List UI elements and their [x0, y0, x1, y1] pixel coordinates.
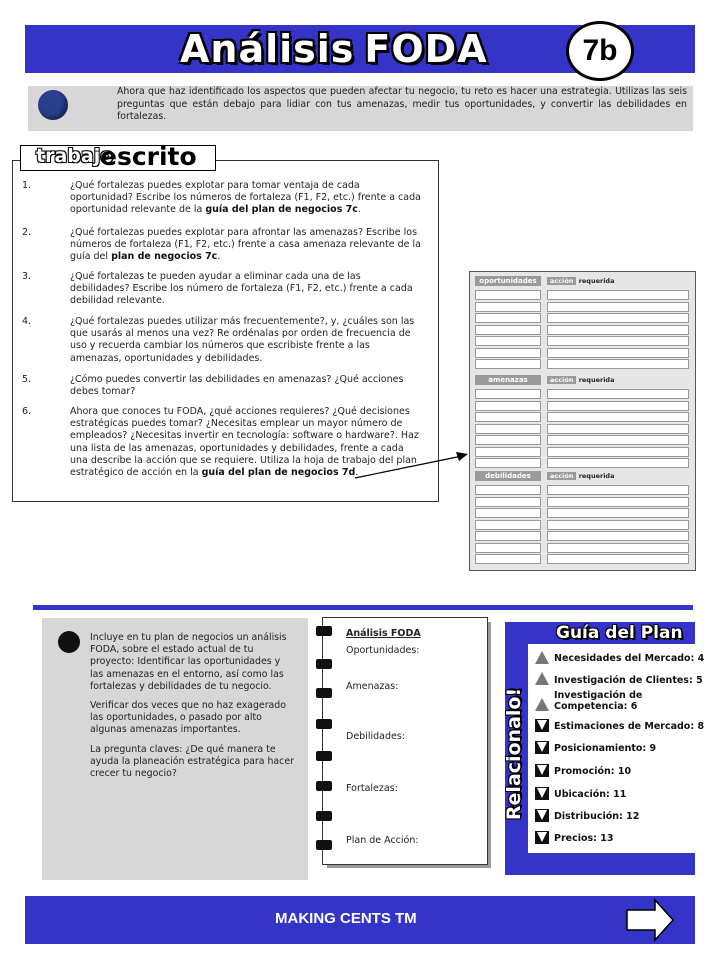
form-row-blank — [475, 543, 541, 553]
page-title — [180, 26, 488, 72]
title-part1: Análisis — [180, 27, 355, 71]
form-row-blank — [547, 412, 689, 422]
form-row-blank — [475, 435, 541, 445]
form-row-blank — [475, 447, 541, 457]
question-text: ¿Qué fortalezas puedes utilizar más frecuentemente?, y, ¿cuáles son las que usarás al menos una vez? Re ordénalas por orden de frecuencia de uso y recuerda cambiar los números que escribiste frente a las amenazas, oportunidades y debilidades. — [70, 316, 415, 364]
triangle-up-icon — [535, 672, 549, 685]
title-part2: FODA — [364, 27, 488, 71]
note-paragraph: Verificar dos veces que no haz exagerado las oportunidades, o pasado por alto algunas amenazas importantes. — [90, 700, 286, 736]
form-row-blank — [475, 290, 541, 300]
form-row-blank — [475, 359, 541, 369]
form-section-label: debilidades — [475, 471, 541, 481]
section-badge: 7b — [566, 21, 634, 81]
notebook-item: Amenazas: — [346, 681, 399, 692]
triangle-up-icon — [535, 651, 549, 664]
form-row-blank — [475, 389, 541, 399]
form-row-blank — [475, 508, 541, 518]
form-column-label: acción requerida — [547, 375, 637, 385]
guia-item: Promoción: 10 — [554, 766, 632, 777]
form-row-blank — [475, 325, 541, 335]
form-row-blank — [547, 508, 689, 518]
question-text: ¿Cómo puedes convertir las debilidades en amenazas? ¿Qué acciones debes tomar? — [70, 374, 404, 398]
form-row-blank — [547, 401, 689, 411]
triangle-down-icon — [535, 831, 549, 844]
guia-item: Ubicación: 11 — [554, 789, 627, 800]
guia-item: Estimaciones de Mercado: 8 — [554, 721, 705, 732]
form-row-blank — [547, 389, 689, 399]
form-row-blank — [475, 313, 541, 323]
form-row-blank — [475, 412, 541, 422]
form-row-blank — [547, 359, 689, 369]
form-row-blank — [475, 336, 541, 346]
next-arrow-icon[interactable] — [625, 898, 675, 942]
notebook-item: Plan de Acción: — [346, 835, 419, 846]
question-text: ¿Qué fortalezas puedes explotar para tomar ventaja de cada oportunidad? Escribe los números de fortaleza (F1, F2, etc.) frente a cada oportunidad relevante de la guía del plan de negocios 7c. — [70, 180, 421, 216]
triangle-down-icon — [535, 764, 549, 777]
question-number: 1. — [22, 180, 32, 191]
question-text: ¿Qué fortalezas puedes explotar para afrontar las amenazas? Escribe los números de fortaleza (F1, F2, etc.) frente a casa amenaza relevante de la guía del plan de negocios 7c. — [70, 227, 421, 263]
escrito-label: escrito — [100, 142, 197, 171]
form-row-blank — [547, 543, 689, 553]
ring-binder-icon — [316, 781, 332, 791]
form-row-blank — [547, 290, 689, 300]
question-number: 5. — [22, 374, 32, 385]
triangle-down-icon — [535, 741, 549, 754]
form-row-blank — [547, 458, 689, 468]
note-text — [90, 632, 295, 787]
triangle-up-icon — [535, 698, 549, 711]
foda-form-preview — [469, 271, 696, 571]
section-divider — [33, 605, 693, 610]
bullet-icon — [58, 631, 80, 653]
triangle-down-icon — [535, 787, 549, 800]
notebook-item: Oportunidades: — [346, 645, 420, 656]
notebook-item: Debilidades: — [346, 731, 405, 742]
form-column-label: acción requerida — [547, 471, 637, 481]
form-row-blank — [475, 458, 541, 468]
form-row-blank — [547, 325, 689, 335]
form-row-blank — [475, 485, 541, 495]
form-row-blank — [475, 424, 541, 434]
note-paragraph: Incluye en tu plan de negocios un análisis FODA, sobre el estado actual de tu proyecto: Identificar las oportunidades y las amenazas en el entorno, así como las fortalezas y debilidades de tu negocio. — [90, 632, 287, 692]
ring-binder-icon — [316, 811, 332, 821]
note-paragraph: La pregunta claves: ¿De qué manera te ayuda la planeación estratégica para hacer crecer tu negocio? — [90, 743, 294, 780]
question-number: 4. — [22, 316, 32, 327]
pointer-arrow-icon — [350, 440, 475, 485]
question-text: ¿Qué fortalezas te pueden ayudar a eliminar cada una de las debilidades? Escribe los número de fortaleza (F1, F2, etc.) frente a cada debilidad relevante. — [70, 271, 413, 307]
form-row-blank — [475, 348, 541, 358]
guia-title: Guía del Plan — [556, 623, 683, 643]
form-row-blank — [547, 348, 689, 358]
question-text: Ahora que conoces tu FODA, ¿qué acciones requieres? ¿Qué decisiones estratégicas puedes tomar? ¿Necesitas emplear un mayor número de empleados? ¿Necesitas invertir en tecnología: software o hardware?. Haz una lista de las amenazas, oportunidades y debilidades, frente a cada una describe la acción que se requiere. Utiliza la hoja de trabajo del plan estratégico de acción en la guía del plan de negocios 7d. — [70, 406, 419, 479]
guia-item: Necesidades del Mercado: 4 — [554, 653, 705, 664]
ring-binder-icon — [316, 626, 332, 636]
guia-item: Investigación de Competencia: 6 — [554, 690, 643, 712]
ring-binder-icon — [316, 719, 332, 729]
triangle-down-icon — [535, 719, 549, 732]
guia-item: Precios: 13 — [554, 833, 614, 844]
triangle-down-icon — [535, 809, 549, 822]
ring-binder-icon — [316, 840, 332, 850]
form-row-blank — [547, 313, 689, 323]
relacionalo-label: Relacionalo! — [503, 687, 525, 821]
form-row-blank — [547, 520, 689, 530]
form-row-blank — [547, 424, 689, 434]
guia-item: Distribución: 12 — [554, 811, 640, 822]
notebook-title: Análisis FODA — [346, 628, 421, 639]
form-column-label: acción requerida — [547, 276, 637, 286]
form-row-blank — [547, 435, 689, 445]
question-number: 2. — [22, 227, 32, 238]
form-row-blank — [475, 554, 541, 564]
ring-binder-icon — [316, 659, 332, 669]
guia-item: Posicionamiento: 9 — [554, 743, 657, 754]
form-row-blank — [547, 554, 689, 564]
trabajo-label: trabajo — [36, 145, 114, 167]
form-row-blank — [475, 401, 541, 411]
form-row-blank — [547, 336, 689, 346]
ring-binder-icon — [316, 688, 332, 698]
notebook-item: Fortalezas: — [346, 783, 398, 794]
question-number: 3. — [22, 271, 32, 282]
form-row-blank — [475, 302, 541, 312]
form-row-blank — [547, 302, 689, 312]
form-section-label: amenazas — [475, 375, 541, 385]
form-row-blank — [547, 447, 689, 457]
intro-text: Ahora que haz identificado los aspectos que pueden afectar tu negocio, tu reto es hacer una estrategia. Utilizas las seis preguntas que están debajo para lidiar con tus amenazas, medir tus oportunidades, y convertir las debilidades en fortalezas. — [117, 86, 687, 122]
form-row-blank — [475, 520, 541, 530]
form-row-blank — [475, 497, 541, 507]
question-number: 6. — [22, 406, 32, 417]
form-row-blank — [547, 485, 689, 495]
guia-item: Investigación de Clientes: 5 — [554, 675, 703, 686]
ring-binder-icon — [316, 751, 332, 761]
form-row-blank — [547, 497, 689, 507]
footer-text: MAKING CENTS TM — [275, 910, 417, 927]
bullet-icon — [38, 90, 68, 120]
form-row-blank — [547, 531, 689, 541]
form-section-label: oportunidades — [475, 276, 541, 286]
form-row-blank — [475, 531, 541, 541]
